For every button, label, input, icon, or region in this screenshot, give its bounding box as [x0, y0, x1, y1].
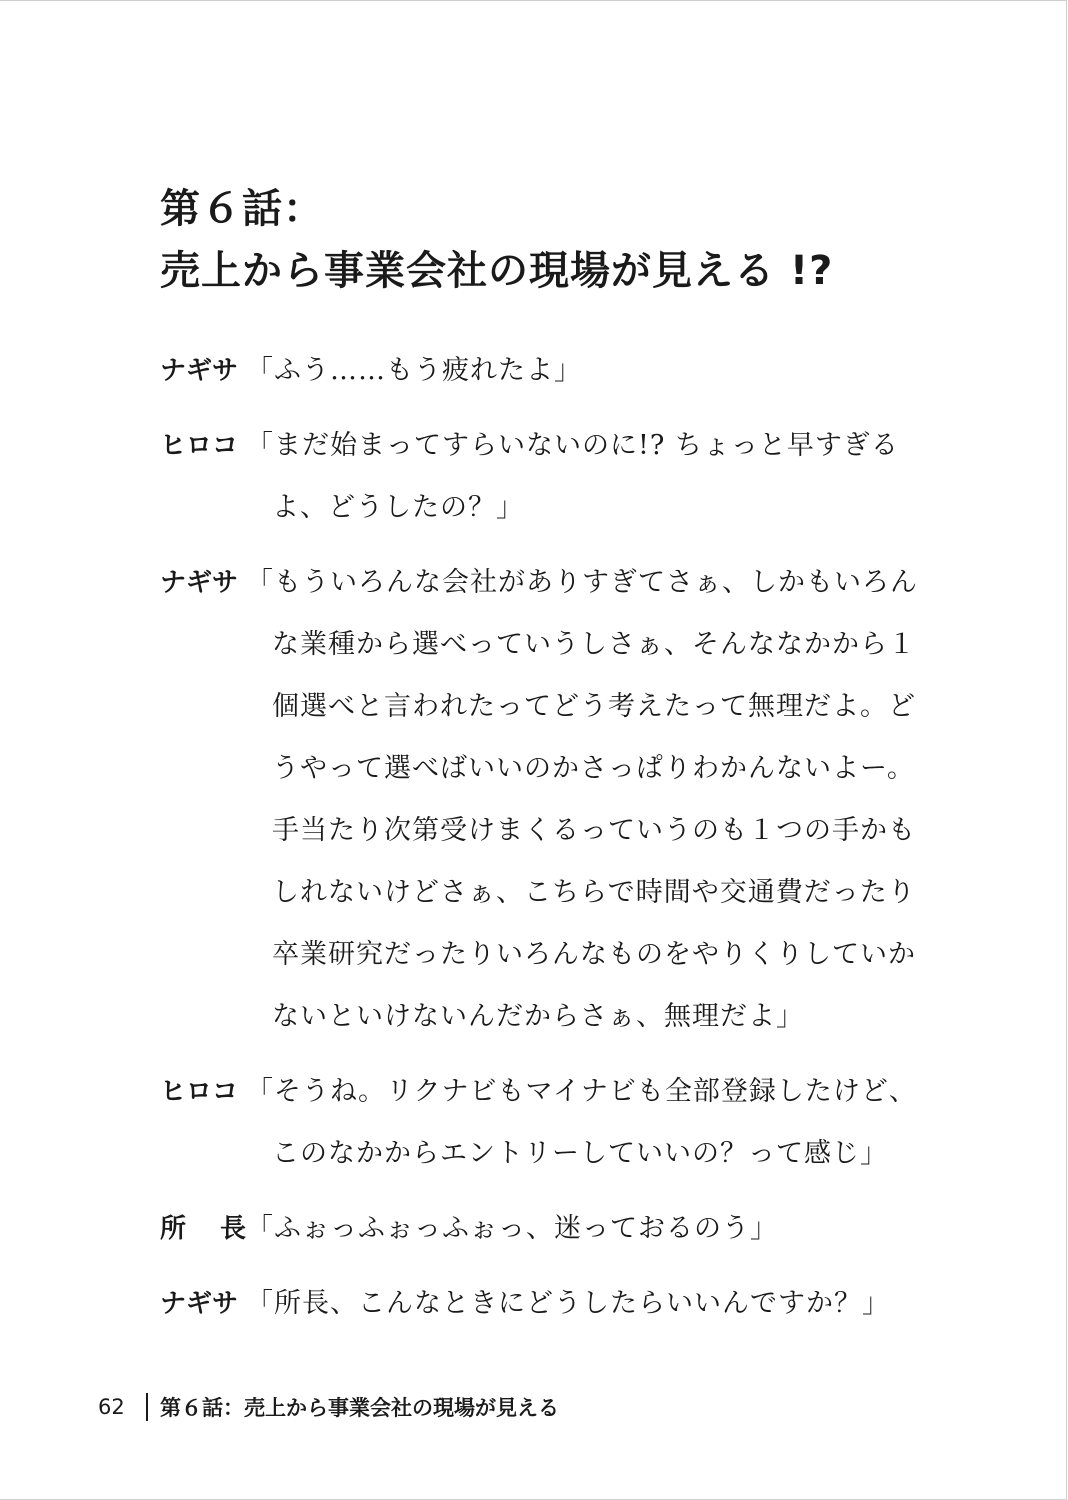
speaker-name-char: 所	[160, 1214, 187, 1244]
chapter-title	[160, 178, 833, 302]
speaker-name: ナギサ	[160, 356, 239, 386]
dialogue-line: ないといけないんだからさぁ、無理だよ」	[272, 1001, 804, 1032]
dialogue-line: 卒業研究だったりいろんなものをやりくりしていか	[272, 939, 916, 970]
speaker-name: ヒロコ	[160, 431, 239, 461]
dialogue-line: 「まだ始まってすらいないのに!? ちょっと早すぎる	[246, 430, 899, 461]
chapter-number: 第６話：	[160, 186, 324, 232]
dialogue-turn	[160, 1273, 920, 1335]
speaker-name-char: 長	[219, 1214, 246, 1244]
chapter-subtitle: 売上から事業会社の現場が見える !?	[160, 248, 834, 294]
speaker-name: ナギサ	[160, 568, 239, 598]
dialogue-turn	[160, 552, 920, 1048]
dialogue-turn	[160, 415, 920, 539]
dialogue-line: よ、どうしたの？」	[272, 492, 524, 523]
dialogue-line: 手当たり次第受けまくるっていうのも１つの手かも	[272, 815, 916, 846]
footer-divider	[146, 1393, 148, 1421]
dialogue-turn	[160, 1198, 920, 1260]
dialogue-line: 「ふう……もう疲れたよ」	[246, 355, 582, 386]
dialogue-line: このなかからエントリーしていいの？って感じ」	[272, 1138, 888, 1169]
speaker-name: ナギサ	[160, 1289, 239, 1319]
dialogue-line: うやって選べばいいのかさっぱりわかんないよー。	[272, 753, 915, 784]
dialogue-turn	[160, 1061, 920, 1185]
dialogue-line: 個選べと言われたってどう考えたって無理だよ。ど	[272, 691, 916, 722]
dialogue-line: 「所長、こんなときにどうしたらいいんですか？」	[246, 1288, 890, 1319]
speaker-name	[160, 1198, 246, 1260]
page-number: 62	[98, 1395, 125, 1419]
dialogue-line: しれないけどさぁ、こちらで時間や交通費だったり	[272, 877, 916, 908]
dialogue-body	[160, 340, 920, 1348]
dialogue-line: 「そうね。リクナビもマイナビも全部登録したけど、	[246, 1076, 917, 1107]
speaker-name: ヒロコ	[160, 1077, 239, 1107]
dialogue-line: 「もういろんな会社がありすぎてさぁ、しかもいろん	[246, 567, 918, 598]
dialogue-turn	[160, 340, 920, 402]
dialogue-line: 「ふぉっふぉっふぉっ、迷っておるのう」	[246, 1213, 778, 1244]
running-title: 第６話：売上から事業会社の現場が見える	[160, 1396, 559, 1420]
dialogue-line: な業種から選べっていうしさぁ、そんななかから１	[272, 629, 916, 660]
page-footer	[98, 1390, 559, 1424]
